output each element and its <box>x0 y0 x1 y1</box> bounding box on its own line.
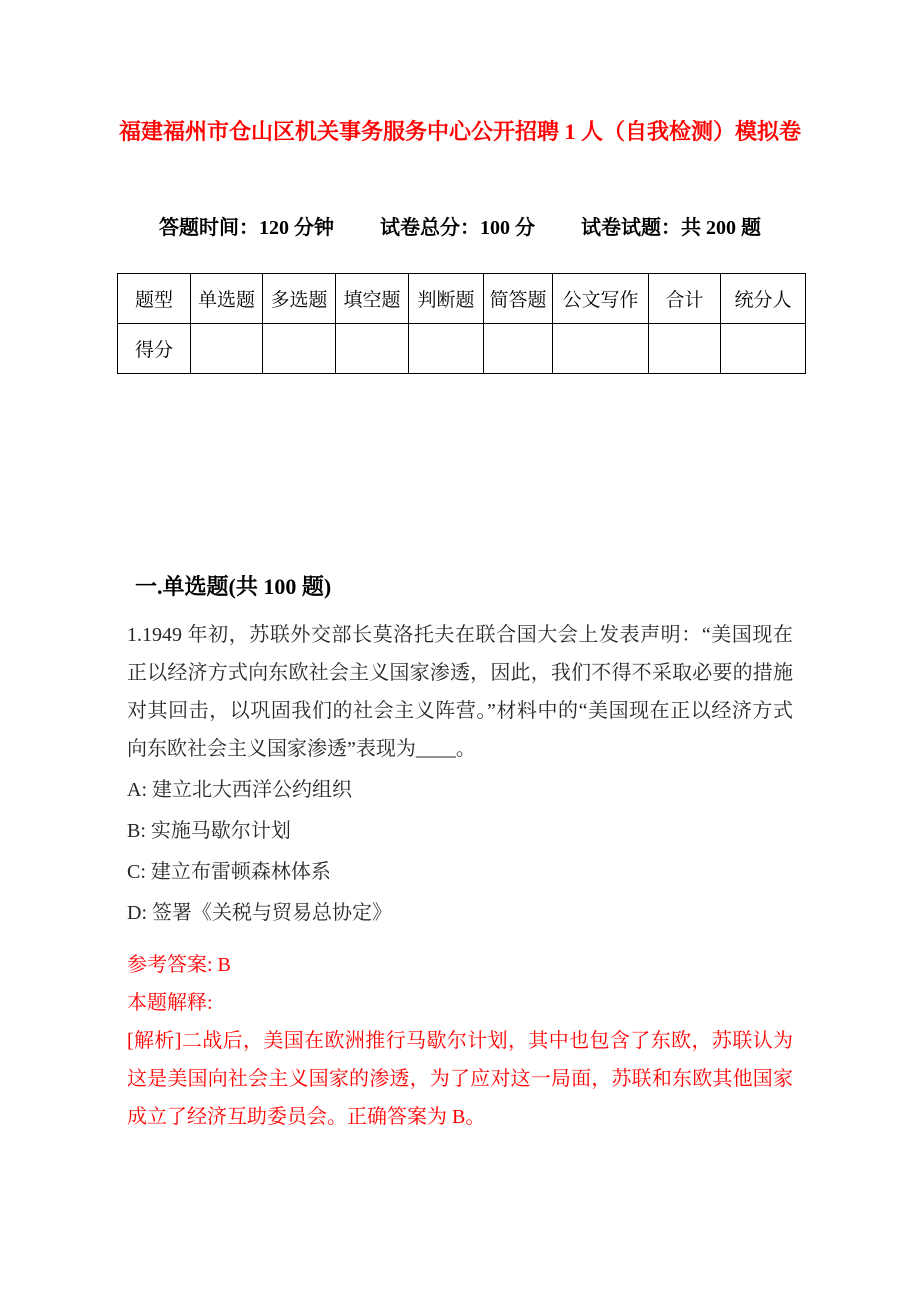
score-table-score-row <box>118 324 806 374</box>
page-title: 福建福州市仓山区机关事务服务中心公开招聘 1 人（自我检测）模拟卷 <box>118 119 801 144</box>
option-c: C: 建立布雷顿森林体系 <box>127 861 331 883</box>
option-a: A: 建立北大西洋公约组织 <box>127 779 352 801</box>
question-1-options <box>127 771 793 932</box>
score-table-header-row <box>118 274 806 324</box>
meta-question-count: 试卷试题：共 200 题 <box>581 217 761 239</box>
option-d: D: 签署《关税与贸易总协定》 <box>127 902 392 924</box>
score-cell-empty <box>191 324 263 374</box>
meta-total-score: 试卷总分：100 分 <box>380 217 535 239</box>
col-multi-choice: 多选题 <box>263 274 336 324</box>
score-cell-empty <box>553 324 649 374</box>
explanation-label: 本题解释: <box>127 992 213 1014</box>
col-fill-blank: 填空题 <box>336 274 409 324</box>
score-cell-empty <box>263 324 336 374</box>
score-cell-empty <box>409 324 484 374</box>
exam-meta-line <box>0 213 920 243</box>
score-cell-empty <box>649 324 721 374</box>
score-cell-empty <box>484 324 553 374</box>
option-b: B: 实施马歇尔计划 <box>127 820 291 842</box>
reference-answer: 参考答案: B <box>127 954 231 976</box>
col-short-answer: 简答题 <box>484 274 553 324</box>
answer-block <box>127 946 793 1136</box>
col-score-counter: 统分人 <box>721 274 806 324</box>
score-cell-empty <box>336 324 409 374</box>
meta-answer-time: 答题时间：120 分钟 <box>159 217 334 239</box>
score-row-label: 得分 <box>118 324 191 374</box>
score-cell-empty <box>721 324 806 374</box>
col-official-writing: 公文写作 <box>553 274 649 324</box>
col-question-type: 题型 <box>118 274 191 324</box>
col-true-false: 判断题 <box>409 274 484 324</box>
col-single-choice: 单选题 <box>191 274 263 324</box>
section-heading-single-choice: 一.单选题(共 100 题) <box>135 574 332 599</box>
question-1-text: 1.1949 年初，苏联外交部长莫洛托夫在联合国大会上发表声明：“美国现在正以经济方式向东欧社会主义国家渗透，因此，我们不得不采取必要的措施对其回击，以巩固我们的社会主义阵营。”材料中的“美国现在正以经济方式向东欧社会主义国家渗透”表现为____。 <box>127 624 793 760</box>
analysis-text: [解析]二战后，美国在欧洲推行马歇尔计划，其中也包含了东欧，苏联认为这是美国向社会主义国家的渗透，为了应对这一局面，苏联和东欧其他国家成立了经济互助委员会。正确答案为 B。 <box>127 1030 793 1128</box>
col-total: 合计 <box>649 274 721 324</box>
score-table <box>117 273 806 374</box>
